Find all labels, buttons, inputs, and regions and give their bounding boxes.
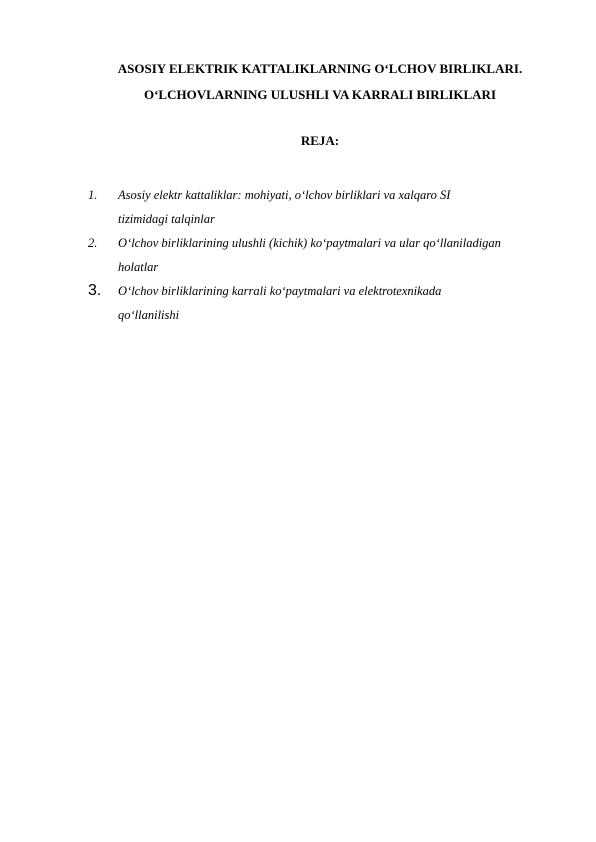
plan-item-3 xyxy=(88,279,568,327)
document-title xyxy=(60,56,580,108)
plan-item-text-line: O‘lchov birliklarining ulushli (kichik) ko‘paytmalari va ular qo‘llaniladigan xyxy=(118,236,501,250)
plan-item-1 xyxy=(88,183,568,231)
title-line-2: O‘LCHOVLARNING ULUSHLI VA KARRALI BIRLIKLARI xyxy=(143,87,497,102)
plan-item-number: 3. xyxy=(88,282,102,299)
plan-item-text-line: qo‘llanilishi xyxy=(118,308,180,322)
plan-item-text-line: O‘lchov birliklarining karrali ko‘paytmalari va elektrotexnikada xyxy=(118,284,442,298)
plan-item-text-line: tizimidagi talqinlar xyxy=(118,212,215,226)
plan-item-2 xyxy=(88,231,568,279)
plan-item-text-line: holatlar xyxy=(118,260,159,274)
title-line-1: ASOSIY ELEKTRIK KATTALIKLARNING O‘LCHOV BIRLIKLARI. xyxy=(117,61,523,76)
plan-heading: REJA: xyxy=(300,133,340,148)
plan-list xyxy=(88,183,568,327)
plan-item-text-line: Asosiy elektr kattaliklar: mohiyati, o‘lchov birliklari va xalqaro SI xyxy=(118,188,451,202)
plan-item-number: 1. xyxy=(88,188,98,202)
plan-item-number: 2. xyxy=(88,236,98,250)
